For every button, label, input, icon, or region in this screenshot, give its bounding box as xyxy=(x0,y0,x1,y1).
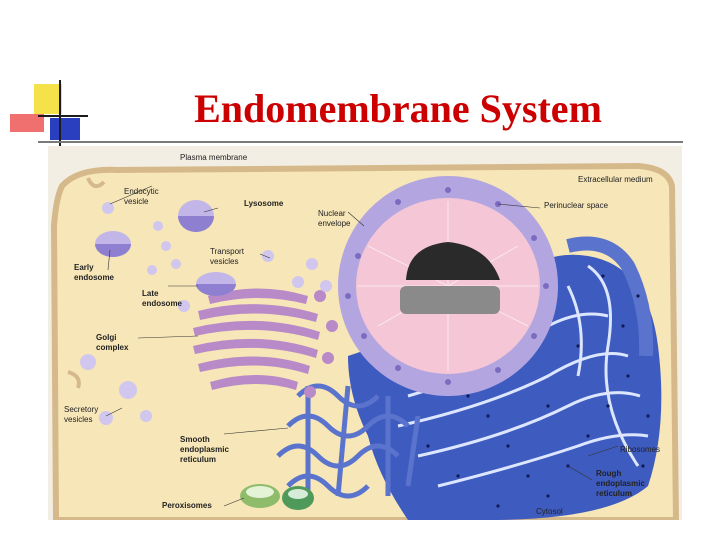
label-secretory-vesicles-line2: vesicles xyxy=(64,415,93,424)
label-late-endosome-line2: endosome xyxy=(142,299,183,308)
label-endocytic-vesicle-line1: Endocytic xyxy=(124,187,159,196)
label-early-endosome-line1: Early xyxy=(74,263,94,272)
label-golgi-complex-line1: Golgi xyxy=(96,333,117,342)
label-transport-vesicles-line2: vesicles xyxy=(210,257,239,266)
endomembrane-diagram xyxy=(48,146,682,520)
label-golgi-complex-line2: complex xyxy=(96,343,129,352)
label-ribosomes: Ribosomes xyxy=(620,445,661,454)
label-rough-er-line2: endoplasmic xyxy=(596,479,645,488)
label-smooth-er-line2: endoplasmic xyxy=(180,445,229,454)
title-divider xyxy=(38,141,683,143)
label-smooth-er-line3: reticulum xyxy=(180,455,217,464)
label-nuclear-envelope-line1: Nuclear xyxy=(318,209,346,218)
label-cytosol: Cytosol xyxy=(536,507,563,516)
label-late-endosome-line1: Late xyxy=(142,289,159,298)
label-extracellular-medium: Extracellular medium xyxy=(578,175,653,184)
nucleus xyxy=(338,176,558,396)
label-rough-er-line1: Rough xyxy=(596,469,622,478)
lysosome xyxy=(178,200,214,232)
label-early-endosome-line2: endosome xyxy=(74,273,115,282)
label-smooth-er-line1: Smooth xyxy=(180,435,210,444)
label-endocytic-vesicle-line2: vesicle xyxy=(124,197,149,206)
label-nuclear-envelope-line2: envelope xyxy=(318,219,351,228)
label-peroxisomes: Peroxisomes xyxy=(162,501,212,510)
label-secretory-vesicles-line1: Secretory xyxy=(64,405,99,414)
label-transport-vesicles-line1: Transport xyxy=(210,247,244,256)
label-rough-er-line3: reticulum xyxy=(596,489,633,498)
label-plasma-membrane: Plasma membrane xyxy=(180,153,248,162)
label-perinuclear-space: Perinuclear space xyxy=(544,201,609,210)
slide-corner-decoration xyxy=(8,80,88,150)
slide-title: Endomembrane System xyxy=(194,86,602,131)
label-lysosome: Lysosome xyxy=(244,199,284,208)
